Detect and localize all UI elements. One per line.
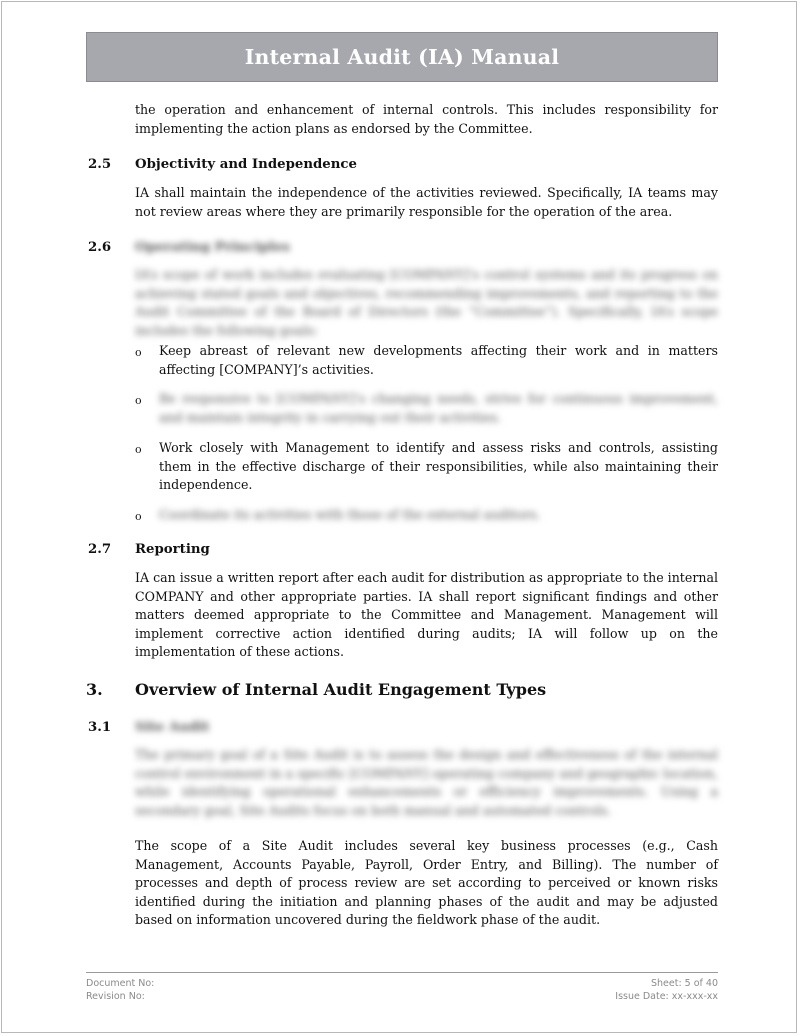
list-item-blurred: Be responsive to [COMPANY]’s changing needs, strive for continuous improvement, and maintain integrity in carrying out their activities. xyxy=(159,391,718,425)
section-paragraph: IA shall maintain the independence of the activities reviewed. Specifically, IA teams may not review areas where they are primarily responsible for the operation of the area. xyxy=(135,185,718,219)
section-number: 2.6 xyxy=(88,240,112,255)
footer-revision-no: Revision No: xyxy=(86,991,145,1002)
section-paragraph-blurred: IA’s scope of work includes evaluating [COMPANY]’s control systems and its progress on achieving stated goals and objectives, recommending improvements, and reporting to the Audit Committee of the Board of Directors (the “Committee”). Specifically, IA’s scope includes the following goals: xyxy=(135,267,718,338)
section-number: 2.7 xyxy=(88,542,112,557)
footer-issue-date: Issue Date: xx-xxx-xx xyxy=(615,991,718,1002)
bullet-marker: o xyxy=(135,510,142,523)
footer-sheet: Sheet: 5 of 40 xyxy=(650,978,718,989)
footer-divider xyxy=(86,972,718,973)
section-title-blurred: Site Audit xyxy=(135,720,210,735)
section-title-blurred: Operating Principles xyxy=(135,240,290,255)
section-paragraph-blurred: The primary goal of a Site Audit is to assess the design and effectiveness of the internal control environment in a specific [COMPANY] operating company and geographic location, while identifying operational enhancements or efficiency improvements. Using a secondary goal, Site Audits focus on both manual and automated controls. xyxy=(135,747,718,818)
chapter-number: 3. xyxy=(86,680,103,699)
section-paragraph: The scope of a Site Audit includes several key business processes (e.g., Cash Management, Accounts Payable, Payroll, Order Entry, and Billing). The number of processes and depth of process review are set according to perceived or known risks identified during the initiation and planning phases of the audit and may be adjusted based on information uncovered during the fieldwork phase of the audit. xyxy=(135,838,718,928)
section-title: Reporting xyxy=(135,542,210,557)
page-title: Internal Audit (IA) Manual xyxy=(244,45,560,69)
section-number: 3.1 xyxy=(88,720,112,735)
list-item: Work closely with Management to identify and assess risks and controls, assisting them in the effective discharge of their responsibilities, while also maintaining their independence. xyxy=(159,440,718,493)
list-item: Keep abreast of relevant new developments affecting their work and in matters affecting [COMPANY]’s activities. xyxy=(159,343,718,377)
list-item-blurred: Coordinate its activities with those of the external auditors. xyxy=(159,507,541,522)
intro-paragraph: the operation and enhancement of internal controls. This includes responsibility for implementing the action plans as endorsed by the Committee. xyxy=(135,102,718,136)
footer-document-no: Document No: xyxy=(86,978,155,989)
bullet-marker: o xyxy=(135,346,142,359)
header-bar xyxy=(86,32,718,82)
bullet-marker: o xyxy=(135,394,142,407)
section-paragraph: IA can issue a written report after each audit for distribution as appropriate to the internal COMPANY and other appropriate parties. IA shall report significant findings and other matters deemed appropriate to the Committee and Management. Management will implement corrective action identified during audits; IA will follow up on the implementation of these actions. xyxy=(135,570,718,660)
chapter-title: Overview of Internal Audit Engagement Types xyxy=(135,680,547,699)
bullet-marker: o xyxy=(135,443,142,456)
section-number: 2.5 xyxy=(88,157,112,172)
section-title: Objectivity and Independence xyxy=(135,157,357,172)
